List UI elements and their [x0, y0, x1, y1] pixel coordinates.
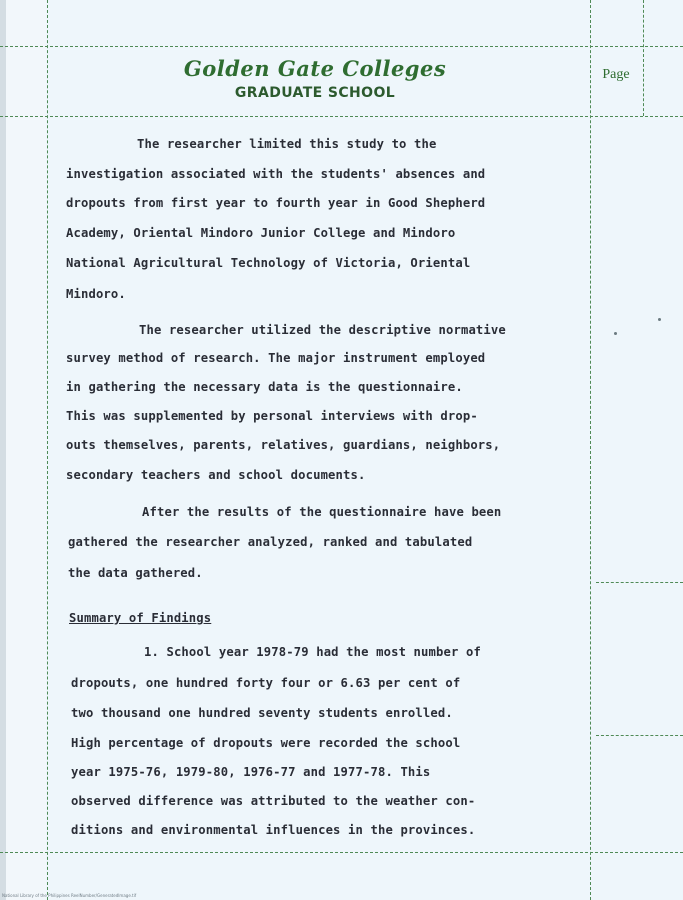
text-line: two thousand one hundred seventy students enrolled. [71, 706, 453, 720]
text-line: observed difference was attributed to the weather con- [71, 794, 476, 808]
text-line: ditions and environmental influences in the provinces. [71, 823, 476, 837]
text-line: gathered the researcher analyzed, ranked and tabulated [68, 535, 473, 549]
text-line: investigation associated with the students' absences and [66, 167, 486, 181]
scan-speck [658, 318, 661, 321]
text-line: dropouts, one hundred forty four or 6.63 per cent of [71, 676, 461, 690]
page-label: Page [602, 67, 630, 82]
text-line: year 1975-76, 1979-80, 1976-77 and 1977-78. This [71, 765, 431, 779]
text-line: secondary teachers and school documents. [66, 468, 366, 482]
text-line: outs themselves, parents, relatives, guardians, neighbors, [66, 438, 501, 452]
section-heading: Summary of Findings [69, 611, 212, 625]
text-line: This was supplemented by personal interviews with drop- [66, 409, 478, 423]
scan-footer: National Library of the Philippines ReelNumber/GeneratedImage.tif [2, 893, 137, 898]
text-line: High percentage of dropouts were recorded the school [71, 736, 461, 750]
school-name: GRADUATE SCHOOL [234, 85, 396, 101]
text-line: After the results of the questionnaire have been [142, 505, 502, 519]
text-line: Academy, Oriental Mindoro Junior College and Mindoro [66, 226, 456, 240]
scan-speck [614, 332, 617, 335]
text-line: 1. School year 1978-79 had the most number of [144, 645, 481, 659]
text-line: The researcher limited this study to the [137, 137, 437, 151]
text-line: the data gathered. [68, 566, 203, 580]
text-line: survey method of research. The major instrument employed [66, 351, 486, 365]
text-line: National Agricultural Technology of Victoria, Oriental [66, 256, 471, 270]
text-line: dropouts from first year to fourth year in Good Shepherd [66, 196, 486, 210]
text-line: The researcher utilized the descriptive normative [139, 323, 506, 337]
text-line: in gathering the necessary data is the questionnaire. [66, 380, 463, 394]
text-line: Mindoro. [66, 287, 126, 301]
college-name: Golden Gate Colleges [183, 56, 447, 81]
